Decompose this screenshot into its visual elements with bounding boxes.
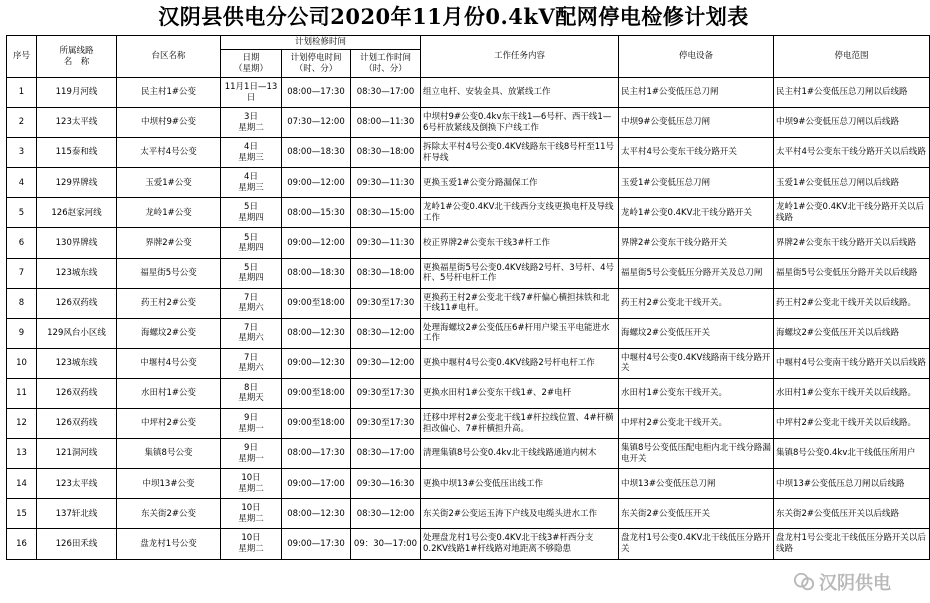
cell-date: 9日 星期一 — [221, 439, 282, 469]
cell-line: 123城东线 — [37, 348, 117, 378]
cell-work-time: 09:30—11:30 — [351, 168, 421, 198]
cell-line: 126双药线 — [37, 288, 117, 318]
cell-outage-time: 08:00—18:30 — [282, 138, 351, 168]
cell-station: 中坝村9#公变 — [117, 108, 221, 138]
cell-seq: 8 — [7, 288, 37, 318]
cell-line: 126双药线 — [37, 409, 117, 439]
cell-work-time: 08:30—18:00 — [351, 138, 421, 168]
cell-date: 7日 星期六 — [221, 288, 282, 318]
cell-scope: 太平村4号公变东干线分路开关以后线路 — [774, 138, 930, 168]
header-date: 日期 （星期） — [221, 50, 282, 78]
cell-date: 7日 星期六 — [221, 318, 282, 348]
table-row — [7, 439, 930, 469]
cell-scope: 福星街5号公变低压分路开关以后线路 — [774, 258, 930, 288]
table-row — [7, 198, 930, 228]
header-task: 工作任务内容 — [421, 36, 619, 78]
cell-station: 龙岭1#公变 — [117, 198, 221, 228]
cell-work-time: 08:30—17:00 — [351, 78, 421, 108]
cell-scope: 玉爱1#公变低压总刀闸以后线路 — [774, 168, 930, 198]
cell-station: 中堰村4号公变 — [117, 348, 221, 378]
header-line: 所属线路 名 称 — [37, 36, 117, 78]
wechat-icon — [793, 571, 815, 593]
cell-station: 东关街2#公变 — [117, 499, 221, 529]
cell-outage-time: 09:00至18:00 — [282, 378, 351, 408]
table-row — [7, 469, 930, 499]
table-row — [7, 288, 930, 318]
cell-outage-time: 09:00—17:30 — [282, 529, 351, 559]
table-row — [7, 108, 930, 138]
cell-equipment: 民主村1#公变低压总刀闸 — [619, 78, 774, 108]
cell-seq: 11 — [7, 378, 37, 408]
cell-task: 处理盘龙村1号公变0.4KV北干线3#杆西分支0.2KV线路1#杆线路对地距离不够隐患 — [421, 529, 619, 559]
table-row — [7, 499, 930, 529]
table-row — [7, 378, 930, 408]
cell-scope: 民主村1#公变低压总刀闸以后线路 — [774, 78, 930, 108]
cell-line: 129风台小区线 — [37, 318, 117, 348]
header-equipment: 停电设备 — [619, 36, 774, 78]
cell-task: 组立电杆、安装金具、放紧线工作 — [421, 78, 619, 108]
cell-task: 更换水田村1#公变东干线1#、2#电杆 — [421, 378, 619, 408]
cell-outage-time: 08:00—17:30 — [282, 439, 351, 469]
cell-date: 9日 星期一 — [221, 409, 282, 439]
cell-scope: 东关街2#公变低压开关以后线路 — [774, 499, 930, 529]
cell-line: 115泰和线 — [37, 138, 117, 168]
table-row — [7, 258, 930, 288]
cell-outage-time: 09:00—12:00 — [282, 168, 351, 198]
cell-outage-time: 08:00—12:30 — [282, 499, 351, 529]
cell-work-time: 09:30至17:30 — [351, 409, 421, 439]
table-row — [7, 318, 930, 348]
cell-task: 东关街2#公变运玉涛下户线及电缆头进水工作 — [421, 499, 619, 529]
cell-seq: 2 — [7, 108, 37, 138]
cell-task: 迁移中坪村2#公变北干线1#杆拉线位置、4#杆横担改偏心、7#杆横担升高。 — [421, 409, 619, 439]
cell-scope: 中坝13#公变低压总刀闸以后线路 — [774, 469, 930, 499]
cell-station: 民主村1#公变 — [117, 78, 221, 108]
cell-scope: 中堰村4号公变南干线分路开关以后线路 — [774, 348, 930, 378]
cell-work-time: 09:30至17:30 — [351, 288, 421, 318]
cell-date: 10日 星期二 — [221, 469, 282, 499]
cell-seq: 7 — [7, 258, 37, 288]
cell-work-time: 09:30—11:30 — [351, 228, 421, 258]
table-row — [7, 529, 930, 559]
cell-equipment: 盘龙村1号公变0.4KV北干线低压分路开关 — [619, 529, 774, 559]
cell-scope: 水田村1#公变东干线开关以后线路。 — [774, 378, 930, 408]
cell-line: 126赵家河线 — [37, 198, 117, 228]
cell-seq: 16 — [7, 529, 37, 559]
cell-seq: 15 — [7, 499, 37, 529]
cell-line: 123城东线 — [37, 258, 117, 288]
table-row — [7, 409, 930, 439]
cell-station: 药王村2#公变 — [117, 288, 221, 318]
header-work-time: 计划工作时间 （时、分） — [351, 50, 421, 78]
cell-date: 8日 星期天 — [221, 378, 282, 408]
cell-line: 126田禾线 — [37, 529, 117, 559]
cell-scope: 界牌2#公变东干线分路开关以后线路 — [774, 228, 930, 258]
cell-equipment: 中坝9#公变低压总刀闸 — [619, 108, 774, 138]
cell-work-time: 08:30—17:00 — [351, 439, 421, 469]
cell-task: 更换福星街5号公变0.4KV线路2号杆、3号杆、4号杆、5号杆电杆工作 — [421, 258, 619, 288]
cell-task: 更换玉爱1#公变分路漏保工作 — [421, 168, 619, 198]
cell-work-time: 08:30—12:00 — [351, 318, 421, 348]
cell-seq: 10 — [7, 348, 37, 378]
cell-seq: 9 — [7, 318, 37, 348]
cell-line: 121洞河线 — [37, 439, 117, 469]
cell-outage-time: 08:00—17:30 — [282, 78, 351, 108]
cell-seq: 4 — [7, 168, 37, 198]
cell-work-time: 08:30—15:00 — [351, 198, 421, 228]
cell-date: 4日 星期三 — [221, 138, 282, 168]
cell-scope: 中坝9#公变低压总刀闸以后线路 — [774, 108, 930, 138]
cell-equipment: 水田村1#公变东干线开关。 — [619, 378, 774, 408]
cell-seq: 12 — [7, 409, 37, 439]
cell-equipment: 海螺坟2#公变低压开关 — [619, 318, 774, 348]
cell-work-time: 09:30—16:30 — [351, 469, 421, 499]
cell-task: 处理海螺坟2#公变低压6#杆用户梁玉平电能进水工作 — [421, 318, 619, 348]
cell-line: 130界牌线 — [37, 228, 117, 258]
cell-outage-time: 08:00—12:30 — [282, 318, 351, 348]
cell-station: 福星街5号公变 — [117, 258, 221, 288]
cell-scope: 海螺坟2#公变低压开关以后线路 — [774, 318, 930, 348]
header-seq: 序号 — [7, 36, 37, 78]
cell-equipment: 玉爱1#公变低压总刀闸 — [619, 168, 774, 198]
cell-seq: 14 — [7, 469, 37, 499]
cell-equipment: 福星街5号公变低压分路开关及总刀闸 — [619, 258, 774, 288]
cell-station: 水田村1#公变 — [117, 378, 221, 408]
table-row — [7, 228, 930, 258]
cell-date: 5日 星期四 — [221, 198, 282, 228]
cell-outage-time: 09:00—12:00 — [282, 228, 351, 258]
cell-task: 更换中坝13#公变低压出线工作 — [421, 469, 619, 499]
cell-equipment: 中坪村2#公变北干线开关。 — [619, 409, 774, 439]
cell-line: 123太平线 — [37, 469, 117, 499]
header-plan-time: 计划检修时间 — [221, 36, 421, 50]
cell-equipment: 药王村2#公变北干线开关。 — [619, 288, 774, 318]
cell-equipment: 集镇8号公变低压配电柜内北干线分路漏电开关 — [619, 439, 774, 469]
cell-station: 集镇8号公变 — [117, 439, 221, 469]
header-outage-time: 计划停电时间 （时、分） — [282, 50, 351, 78]
watermark — [793, 569, 891, 595]
cell-station: 界牌2#公变 — [117, 228, 221, 258]
cell-date: 4日 星期三 — [221, 168, 282, 198]
cell-date: 5日 星期四 — [221, 228, 282, 258]
watermark-text: 汉阴供电 — [819, 573, 891, 594]
cell-scope: 集镇8号公变0.4kv北干线低压所用户 — [774, 439, 930, 469]
cell-work-time: 08:30—12:00 — [351, 499, 421, 529]
cell-equipment: 太平村4号公变东干线分路开关 — [619, 138, 774, 168]
cell-work-time: 09:30—12:00 — [351, 348, 421, 378]
cell-scope: 中坪村2#公变北干线开关以后线路。 — [774, 409, 930, 439]
outage-plan-table — [6, 35, 930, 560]
cell-seq: 5 — [7, 198, 37, 228]
table-row — [7, 168, 930, 198]
header-station: 台区名称 — [117, 36, 221, 78]
cell-equipment: 界牌2#公变东干线分路开关 — [619, 228, 774, 258]
cell-equipment: 中坝13#公变低压总刀闸 — [619, 469, 774, 499]
cell-task: 校正界牌2#公变东干线3#杆工作 — [421, 228, 619, 258]
cell-date: 11月1日—13日 — [221, 78, 282, 108]
cell-task: 拆除太平村4号公变0.4KV线路东干线8号杆至11号杆导线 — [421, 138, 619, 168]
cell-outage-time: 09:00—12:30 — [282, 348, 351, 378]
cell-outage-time: 09:00至18:00 — [282, 409, 351, 439]
cell-work-time: 08:00—11:30 — [351, 108, 421, 138]
cell-line: 123太平线 — [37, 108, 117, 138]
cell-outage-time: 08:00—15:30 — [282, 198, 351, 228]
cell-outage-time: 09:00至18:00 — [282, 288, 351, 318]
table-row — [7, 78, 930, 108]
cell-date: 10日 星期二 — [221, 529, 282, 559]
cell-work-time: 09：30—17:00 — [351, 529, 421, 559]
cell-task: 清理集镇8号公变0.4kv北干线线路通道内树木 — [421, 439, 619, 469]
cell-task: 龙岭1#公变0.4KV北干线西分支线更换电杆及导线工作 — [421, 198, 619, 228]
table-body — [7, 78, 930, 560]
cell-date: 5日 星期四 — [221, 258, 282, 288]
cell-line: 137轩北线 — [37, 499, 117, 529]
page-title: 汉阴县供电分公司2020年11月份0.4kV配网停电检修计划表 — [158, 4, 749, 29]
table-row — [7, 348, 930, 378]
cell-station: 太平村4号公变 — [117, 138, 221, 168]
cell-task: 中坝村9#公变0.4kv东干线1—6号杆、西干线1—6号杆放紧线及倒换下户线工作 — [421, 108, 619, 138]
cell-station: 海螺坟2#公变 — [117, 318, 221, 348]
cell-scope: 盘龙村1号公变北干线低压分路开关以后线路 — [774, 529, 930, 559]
cell-equipment: 龙岭1#公变0.4KV北干线分路开关 — [619, 198, 774, 228]
cell-seq: 6 — [7, 228, 37, 258]
cell-scope: 龙岭1#公变0.4KV北干线分路开关以后线路 — [774, 198, 930, 228]
cell-outage-time: 07:30—12:00 — [282, 108, 351, 138]
cell-task: 更换中堰村4号公变0.4KV线路2号杆电杆工作 — [421, 348, 619, 378]
cell-outage-time: 09:00—17:00 — [282, 469, 351, 499]
cell-equipment: 东关街2#公变低压开关 — [619, 499, 774, 529]
cell-station: 玉爱1#公变 — [117, 168, 221, 198]
cell-seq: 3 — [7, 138, 37, 168]
cell-date: 3日 星期二 — [221, 108, 282, 138]
cell-line: 129界牌线 — [37, 168, 117, 198]
cell-outage-time: 08:00—18:30 — [282, 258, 351, 288]
cell-date: 7日 星期六 — [221, 348, 282, 378]
cell-station: 中坪村2#公变 — [117, 409, 221, 439]
table-row — [7, 138, 930, 168]
cell-work-time: 08:30—18:00 — [351, 258, 421, 288]
cell-seq: 13 — [7, 439, 37, 469]
cell-seq: 1 — [7, 78, 37, 108]
cell-work-time: 09:30至17:30 — [351, 378, 421, 408]
cell-scope: 药王村2#公变北干线开关以后线路。 — [774, 288, 930, 318]
cell-equipment: 中堰村4号公变0.4KV线路南干线分路开关 — [619, 348, 774, 378]
cell-line: 119月河线 — [37, 78, 117, 108]
cell-station: 中坝13#公变 — [117, 469, 221, 499]
cell-date: 10日 星期二 — [221, 499, 282, 529]
cell-line: 126双药线 — [37, 378, 117, 408]
cell-station: 盘龙村1号公变 — [117, 529, 221, 559]
header-scope: 停电范围 — [774, 36, 930, 78]
cell-task: 更换药王村2#公变北干线7#杆偏心横担抹铁和北干线11#电杆。 — [421, 288, 619, 318]
